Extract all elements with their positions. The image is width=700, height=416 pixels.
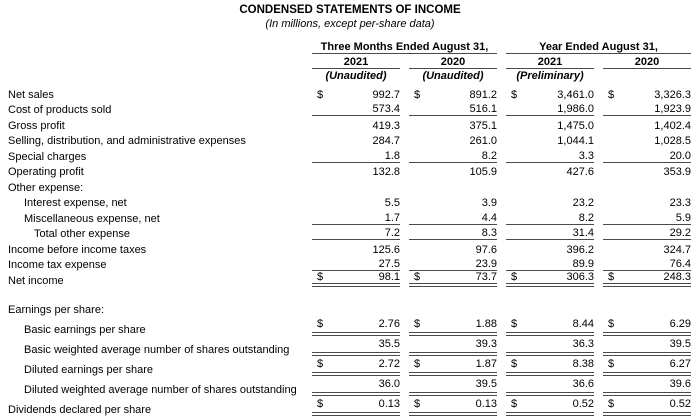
row-label: Diluted earnings per share xyxy=(24,364,154,376)
cell-value: 0.52 xyxy=(572,398,594,410)
header-label-spacer xyxy=(0,54,303,69)
value-cell xyxy=(506,147,594,163)
cell-value: 0.13 xyxy=(475,398,497,410)
value-cell xyxy=(312,336,400,356)
cell-value: 516.1 xyxy=(469,103,497,115)
cell-value: 353.9 xyxy=(663,166,691,178)
value-cell xyxy=(603,163,691,179)
cell-value: 20.0 xyxy=(669,149,691,162)
table-header-groups xyxy=(0,41,691,54)
value-cell xyxy=(603,116,691,132)
currency-symbol: $ xyxy=(608,270,615,283)
value-cell xyxy=(603,356,691,376)
table-row xyxy=(0,85,691,101)
table-row xyxy=(0,163,691,179)
year-label: 2021 xyxy=(537,56,563,68)
currency-symbol: $ xyxy=(511,270,518,283)
value-cell xyxy=(409,178,497,194)
value-cell xyxy=(409,316,497,336)
cell-value: 396.2 xyxy=(566,243,594,256)
row-label: Diluted weighted average number of shares outstanding xyxy=(24,384,297,396)
currency-symbol: $ xyxy=(317,398,324,410)
value-cell xyxy=(603,256,691,272)
table-row xyxy=(0,194,691,210)
cell-value: 248.3 xyxy=(663,270,691,283)
cell-value: 97.6 xyxy=(475,243,497,256)
value-cell xyxy=(409,376,497,396)
row-label: Other expense: xyxy=(8,181,84,194)
table-row xyxy=(0,336,691,356)
year-label: 2020 xyxy=(634,56,660,68)
table-row xyxy=(0,376,691,396)
cell-value: 8.3 xyxy=(481,227,497,239)
row-label: Selling, distribution, and administrative expenses xyxy=(8,135,246,147)
currency-symbol: $ xyxy=(317,270,324,283)
value-cell xyxy=(312,147,400,163)
cell-value: 3,461.0 xyxy=(557,88,594,101)
row-label: Basic weighted average number of shares outstanding xyxy=(24,344,290,356)
cell-value: 419.3 xyxy=(372,119,400,132)
value-cell xyxy=(312,240,400,256)
cell-value: 1,475.0 xyxy=(557,119,594,132)
cell-value: 76.4 xyxy=(669,258,691,270)
value-cell xyxy=(506,132,594,148)
table-row xyxy=(0,147,691,163)
value-cell xyxy=(409,396,497,416)
value-cell xyxy=(603,85,691,101)
value-cell xyxy=(506,163,594,179)
value-cell xyxy=(409,194,497,210)
value-cell xyxy=(409,132,497,148)
cell-value: 573.4 xyxy=(372,103,400,115)
cell-value: 992.7 xyxy=(372,88,400,101)
row-label: Income before income taxes xyxy=(8,243,147,256)
value-cell xyxy=(312,116,400,132)
cell-value: 427.6 xyxy=(566,166,594,178)
cell-value: 23.2 xyxy=(572,197,594,209)
row-label: Earnings per share: xyxy=(8,304,104,316)
header-label-spacer xyxy=(0,69,303,82)
currency-symbol: $ xyxy=(414,88,421,101)
year-column-header-ye-2020 xyxy=(603,54,691,69)
value-cell xyxy=(603,147,691,163)
cell-value: 261.0 xyxy=(469,135,497,147)
currency-symbol: $ xyxy=(317,88,324,101)
value-cell xyxy=(603,101,691,117)
value-cell xyxy=(312,132,400,148)
cell-value: 105.9 xyxy=(469,166,497,178)
value-cell xyxy=(312,396,400,416)
value-cell xyxy=(312,194,400,210)
value-cell xyxy=(603,316,691,336)
table-row xyxy=(0,209,691,225)
year-column-header-tm-2020 xyxy=(409,54,497,69)
cell-value: 29.2 xyxy=(669,227,691,239)
row-label: Total other expense xyxy=(34,228,131,240)
value-cell xyxy=(409,163,497,179)
year-column-header-ye-2021 xyxy=(506,54,594,69)
currency-symbol: $ xyxy=(414,318,421,330)
value-cell xyxy=(506,301,594,317)
cell-value: 27.5 xyxy=(378,258,400,270)
value-cell xyxy=(603,336,691,356)
value-cell xyxy=(409,240,497,256)
column-note-tm-2021 xyxy=(312,69,400,82)
cell-value: 31.4 xyxy=(572,227,594,239)
cell-value: 6.29 xyxy=(669,318,691,330)
cell-value: 125.6 xyxy=(372,243,400,256)
year-label: 2021 xyxy=(343,56,369,68)
year-column-header-tm-2021 xyxy=(312,54,400,69)
cell-value: 23.3 xyxy=(669,197,691,209)
cell-value: 1,402.4 xyxy=(654,119,691,132)
currency-symbol: $ xyxy=(511,398,518,410)
cell-value: 8.38 xyxy=(572,358,594,370)
row-label: Miscellaneous expense, net xyxy=(24,212,160,225)
currency-symbol: $ xyxy=(511,358,518,370)
cell-value: 98.1 xyxy=(378,270,400,283)
value-cell xyxy=(312,163,400,179)
cell-value: 8.2 xyxy=(481,149,497,162)
cell-value: 284.7 xyxy=(372,135,400,147)
cell-value: 8.2 xyxy=(578,211,594,224)
row-label: Basic earnings per share xyxy=(24,324,146,336)
column-group-label: Year Ended August 31, xyxy=(539,41,658,53)
cell-value: 36.6 xyxy=(572,378,594,390)
row-label: Dividends declared per share xyxy=(8,404,152,416)
table-rows xyxy=(0,85,691,416)
cell-value: 2.72 xyxy=(378,358,400,370)
table-header-notes xyxy=(0,69,691,82)
value-cell xyxy=(603,396,691,416)
note-label: (Unaudited) xyxy=(422,70,484,82)
row-label: Net income xyxy=(8,274,64,287)
value-cell xyxy=(409,356,497,376)
value-cell xyxy=(312,209,400,225)
cell-value: 375.1 xyxy=(469,119,497,132)
value-cell xyxy=(506,240,594,256)
cell-value: 36.0 xyxy=(378,378,400,390)
row-label: Special charges xyxy=(8,150,87,163)
column-note-ye-2021 xyxy=(506,69,594,82)
cell-value: 891.2 xyxy=(469,88,497,101)
currency-symbol: $ xyxy=(608,88,615,101)
value-cell xyxy=(312,178,400,194)
value-cell xyxy=(312,225,400,241)
header-label-spacer xyxy=(0,41,303,54)
table-header-years xyxy=(0,54,691,69)
value-cell xyxy=(312,316,400,336)
cell-value: 306.3 xyxy=(566,270,594,283)
value-cell xyxy=(603,376,691,396)
year-label: 2020 xyxy=(440,56,466,68)
cell-value: 2.76 xyxy=(378,318,400,330)
note-label: (Preliminary) xyxy=(516,70,584,82)
currency-symbol: $ xyxy=(511,88,518,101)
value-cell xyxy=(312,376,400,396)
cell-value: 1,986.0 xyxy=(557,103,594,115)
cell-value: 132.8 xyxy=(372,166,400,178)
table-row xyxy=(0,396,691,416)
note-label: (Unaudited) xyxy=(325,70,387,82)
value-cell xyxy=(409,209,497,225)
value-cell xyxy=(506,356,594,376)
value-cell xyxy=(506,85,594,101)
currency-symbol: $ xyxy=(608,398,615,410)
income-statement-table xyxy=(0,41,700,416)
cell-value: 3.3 xyxy=(578,149,594,162)
value-cell xyxy=(312,256,400,272)
table-row xyxy=(0,316,691,336)
currency-symbol: $ xyxy=(414,270,421,283)
value-cell xyxy=(409,101,497,117)
cell-value: 3.9 xyxy=(481,197,497,209)
table-row xyxy=(0,101,691,117)
cell-value: 36.3 xyxy=(572,338,594,350)
cell-value: 39.6 xyxy=(669,378,691,390)
cell-value: 35.5 xyxy=(378,338,400,350)
row-label: Interest expense, net xyxy=(24,197,127,209)
value-cell xyxy=(603,194,691,210)
value-cell xyxy=(506,225,594,241)
cell-value: 0.52 xyxy=(669,398,691,410)
value-cell xyxy=(409,271,497,287)
value-cell xyxy=(603,178,691,194)
currency-symbol: $ xyxy=(317,318,324,330)
table-row xyxy=(0,271,691,287)
value-cell xyxy=(603,240,691,256)
value-cell xyxy=(506,316,594,336)
column-note-tm-2020 xyxy=(409,69,497,82)
value-cell xyxy=(409,225,497,241)
cell-value: 1.7 xyxy=(384,211,400,224)
cell-value: 6.27 xyxy=(669,358,691,370)
row-label: Cost of products sold xyxy=(8,104,112,116)
cell-value: 1.87 xyxy=(475,358,497,370)
value-cell xyxy=(506,178,594,194)
value-cell xyxy=(506,376,594,396)
cell-value: 1.8 xyxy=(384,149,400,162)
value-cell xyxy=(603,132,691,148)
value-cell xyxy=(506,396,594,416)
value-cell xyxy=(312,85,400,101)
cell-value: 7.2 xyxy=(384,227,400,239)
table-row xyxy=(0,256,691,272)
cell-value: 1,028.5 xyxy=(654,135,691,147)
cell-value: 1,923.9 xyxy=(654,103,691,115)
column-note-ye-2020 xyxy=(603,69,691,82)
table-row xyxy=(0,225,691,241)
table-row xyxy=(0,116,691,132)
document-title: CONDENSED STATEMENTS OF INCOME xyxy=(239,4,461,16)
value-cell xyxy=(312,101,400,117)
document-subtitle: (In millions, except per-share data) xyxy=(265,18,435,30)
spacer-row xyxy=(0,287,691,301)
cell-value: 23.9 xyxy=(475,258,497,270)
currency-symbol: $ xyxy=(511,318,518,330)
table-row xyxy=(0,301,691,317)
cell-value: 3,326.3 xyxy=(654,88,691,101)
row-label: Income tax expense xyxy=(8,259,107,271)
cell-value: 39.5 xyxy=(669,338,691,350)
value-cell xyxy=(506,256,594,272)
value-cell xyxy=(506,209,594,225)
value-cell xyxy=(409,85,497,101)
value-cell xyxy=(603,271,691,287)
value-cell xyxy=(312,301,400,317)
cell-value: 5.9 xyxy=(675,211,691,224)
value-cell xyxy=(603,225,691,241)
row-label: Operating profit xyxy=(8,166,84,178)
value-cell xyxy=(312,271,400,287)
cell-value: 8.44 xyxy=(572,318,594,330)
cell-value: 1.88 xyxy=(475,318,497,330)
value-cell xyxy=(409,147,497,163)
value-cell xyxy=(409,336,497,356)
cell-value: 0.13 xyxy=(378,398,400,410)
value-cell xyxy=(506,194,594,210)
column-group-label: Three Months Ended August 31, xyxy=(320,41,489,53)
value-cell xyxy=(409,116,497,132)
row-label: Net sales xyxy=(8,88,54,101)
table-row xyxy=(0,178,691,194)
value-cell xyxy=(312,356,400,376)
table-row xyxy=(0,132,691,148)
currency-symbol: $ xyxy=(608,318,615,330)
value-cell xyxy=(603,301,691,317)
cell-value: 73.7 xyxy=(475,270,497,283)
value-cell xyxy=(506,271,594,287)
value-cell xyxy=(506,101,594,117)
cell-value: 324.7 xyxy=(663,243,691,256)
value-cell xyxy=(603,209,691,225)
table-row xyxy=(0,356,691,376)
cell-value: 39.5 xyxy=(475,378,497,390)
column-group-three-months xyxy=(312,41,497,54)
currency-symbol: $ xyxy=(414,398,421,410)
row-label: Gross profit xyxy=(8,119,65,132)
value-cell xyxy=(506,116,594,132)
column-group-year xyxy=(506,41,691,54)
cell-value: 4.4 xyxy=(481,211,497,224)
cell-value: 5.5 xyxy=(384,197,400,209)
currency-symbol: $ xyxy=(414,358,421,370)
table-row xyxy=(0,240,691,256)
value-cell xyxy=(506,336,594,356)
value-cell xyxy=(409,301,497,317)
currency-symbol: $ xyxy=(608,358,615,370)
cell-value: 89.9 xyxy=(572,258,594,270)
cell-value: 1,044.1 xyxy=(557,135,594,147)
cell-value: 39.3 xyxy=(475,338,497,350)
currency-symbol: $ xyxy=(317,358,324,370)
value-cell xyxy=(409,256,497,272)
